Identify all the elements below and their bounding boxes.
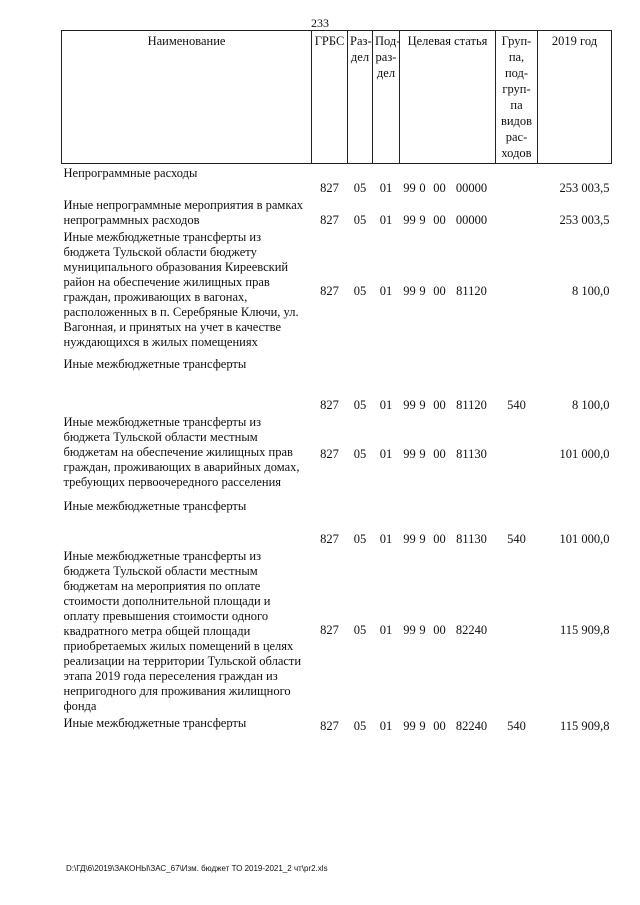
target-code-part: 81130 xyxy=(456,531,487,546)
header-section xyxy=(348,31,373,164)
row-grbs: 827 xyxy=(320,283,339,298)
row-section: 05 xyxy=(353,531,367,546)
target-code-part: 82240 xyxy=(455,622,488,637)
header-group-line: Груп- xyxy=(501,34,532,48)
row-group: 540 xyxy=(507,531,526,546)
row-target xyxy=(400,196,496,228)
target-code xyxy=(403,213,493,228)
target-code-part: 82240 xyxy=(455,718,488,733)
row-grbs: 827 xyxy=(320,622,339,637)
target-code xyxy=(403,398,493,413)
target-code-part: 9 xyxy=(419,447,426,461)
budget-table xyxy=(61,30,612,734)
page-number: 233 xyxy=(311,16,329,30)
row-section: 05 xyxy=(353,718,367,733)
row-group xyxy=(496,164,538,196)
target-code-part: 81120 xyxy=(456,283,487,298)
row-name: Непрограммные расходы xyxy=(63,166,198,180)
table-row xyxy=(62,547,612,714)
row-target xyxy=(400,164,496,196)
target-code-part: 0 xyxy=(419,180,426,195)
table-row xyxy=(62,497,612,547)
row-amount: 115 909,8 xyxy=(559,718,610,733)
row-name: Иные межбюджетные трансферты xyxy=(63,356,247,371)
header-subsection xyxy=(373,31,400,164)
row-subsection: 01 xyxy=(379,718,393,733)
row-grbs: 827 xyxy=(320,447,339,461)
row-name: Иные межбюджетные трансферты xyxy=(63,498,247,513)
target-code-part: 99 xyxy=(403,397,416,412)
row-name: Иные межбюджетные трансферты из бюджета Тульской области местным бюджетам на обеспечение жилищных прав граждан, проживающих в аварийных домах, требующих первоочередного расселения xyxy=(63,414,300,489)
header-group-line: па, xyxy=(508,50,525,64)
target-code xyxy=(403,623,493,638)
table-row xyxy=(62,413,612,497)
row-target xyxy=(400,228,496,355)
table-row xyxy=(62,196,612,228)
target-code-part: 99 xyxy=(403,180,416,195)
row-grbs: 827 xyxy=(320,531,339,546)
target-code-part: 9 xyxy=(419,531,426,546)
row-amount: 101 000,0 xyxy=(559,447,610,461)
file-path-footer: D:\ГД\6\2019\ЗАКОНЫ\ЗАС_67\Изм. бюджет ТО 2019-2021_2 чт\pr2.xls xyxy=(66,864,328,873)
header-name: Наименование xyxy=(62,31,312,164)
target-code xyxy=(403,719,493,734)
row-subsection: 01 xyxy=(379,397,393,412)
target-code-part: 9 xyxy=(419,283,426,298)
target-code-part: 9 xyxy=(419,622,426,637)
row-subsection: 01 xyxy=(379,622,393,637)
row-subsection: 01 xyxy=(379,531,393,546)
header-subsection-line: раз- xyxy=(375,50,397,64)
header-grbs: ГРБС xyxy=(312,31,348,164)
row-target xyxy=(400,413,496,497)
table-row xyxy=(62,164,612,196)
row-grbs: 827 xyxy=(320,718,339,733)
row-amount: 8 100,0 xyxy=(572,397,610,412)
header-group-line: груп- xyxy=(502,82,531,96)
header-subsection-line: дел xyxy=(376,66,396,80)
row-group xyxy=(496,413,538,497)
target-code-part: 99 xyxy=(403,283,416,298)
target-code-part: 99 xyxy=(403,212,416,227)
row-amount: 8 100,0 xyxy=(572,283,610,298)
header-target: Целевая статья xyxy=(400,31,496,164)
row-group: 540 xyxy=(507,397,526,412)
row-grbs: 827 xyxy=(320,180,339,195)
target-code xyxy=(403,284,493,299)
header-section-line: Раз- xyxy=(350,34,372,48)
row-section: 05 xyxy=(353,180,367,195)
row-subsection: 01 xyxy=(379,180,393,195)
row-section: 05 xyxy=(353,622,367,637)
target-code-part: 9 xyxy=(419,718,426,733)
target-code-part: 9 xyxy=(419,212,426,227)
target-code xyxy=(403,532,493,547)
row-target xyxy=(400,355,496,413)
row-grbs: 827 xyxy=(320,212,339,227)
row-subsection: 01 xyxy=(379,447,393,461)
header-group-line: под- xyxy=(504,66,529,80)
table-body xyxy=(62,164,612,734)
target-code-part: 00 xyxy=(433,283,446,298)
header-row xyxy=(62,31,612,164)
row-amount: 253 003,5 xyxy=(559,180,610,195)
target-code-part: 00 xyxy=(433,447,446,461)
header-section-line: дел xyxy=(350,50,370,64)
target-code-part: 9 xyxy=(419,397,426,412)
row-group xyxy=(496,228,538,355)
target-code-part: 00 xyxy=(433,212,446,227)
row-grbs: 827 xyxy=(320,397,339,412)
target-code xyxy=(403,447,493,462)
row-amount: 115 909,8 xyxy=(559,622,610,637)
header-group-line: ходов xyxy=(501,146,532,160)
row-group xyxy=(496,196,538,228)
target-code-part: 00 xyxy=(433,718,446,733)
row-name: Иные межбюджетные трансферты из бюджета Тульской области местным бюджетам на мероприятия по оплате стоимости дополнительной площади и оплату превышения стоимости одного квадратного метра общей площади приобретаемых жилых помещений в целях реализации на территории Тульской области этапа 2019 года переселения граждан из непригодного для проживания жилищного фонда xyxy=(63,548,302,713)
header-subsection-line: Под- xyxy=(375,34,401,48)
row-amount: 101 000,0 xyxy=(559,531,610,546)
header-year: 2019 год xyxy=(538,31,612,164)
table-row xyxy=(62,228,612,355)
target-code-part: 00 xyxy=(433,397,446,412)
row-group xyxy=(496,547,538,714)
target-code-part: 00 xyxy=(433,622,446,637)
row-target xyxy=(400,497,496,547)
row-name: Иные непрограммные мероприятия в рамках непрограммных расходов xyxy=(63,197,304,227)
row-target xyxy=(400,714,496,734)
row-name: Иные межбюджетные трансферты из бюджета Тульской области бюджету муниципального образования Киреевский район на обеспечение жилищных прав граждан, проживающих в вагонах, расположенных в п. Серебряные Ключи, ул. Вагонная, и принятых на учет в качестве нуждающихся в жилых помещениях xyxy=(63,229,299,349)
row-amount: 253 003,5 xyxy=(559,212,610,227)
row-section: 05 xyxy=(353,212,367,227)
row-target xyxy=(400,547,496,714)
target-code-part: 00 xyxy=(433,531,446,546)
header-group-line: па xyxy=(510,98,523,112)
row-section: 05 xyxy=(353,283,367,298)
header-group-line: видов xyxy=(500,114,533,128)
target-code-part: 00000 xyxy=(455,212,488,227)
target-code-part: 81130 xyxy=(456,447,487,461)
table-row xyxy=(62,355,612,413)
row-name: Иные межбюджетные трансферты xyxy=(63,715,247,730)
target-code xyxy=(403,181,493,196)
row-subsection: 01 xyxy=(379,212,393,227)
target-code-part: 99 xyxy=(403,622,416,637)
target-code-part: 99 xyxy=(403,718,416,733)
target-code-part: 00 xyxy=(433,180,446,195)
target-code-part: 99 xyxy=(403,447,416,461)
target-code-part: 81120 xyxy=(456,397,487,412)
table-row xyxy=(62,714,612,734)
header-group-line: рас- xyxy=(505,130,528,144)
target-code-part: 00000 xyxy=(455,180,488,195)
target-code-part: 99 xyxy=(403,531,416,546)
row-section: 05 xyxy=(353,447,367,461)
header-group xyxy=(496,31,538,164)
row-group: 540 xyxy=(507,718,526,733)
row-section: 05 xyxy=(353,397,367,412)
row-subsection: 01 xyxy=(379,283,393,298)
